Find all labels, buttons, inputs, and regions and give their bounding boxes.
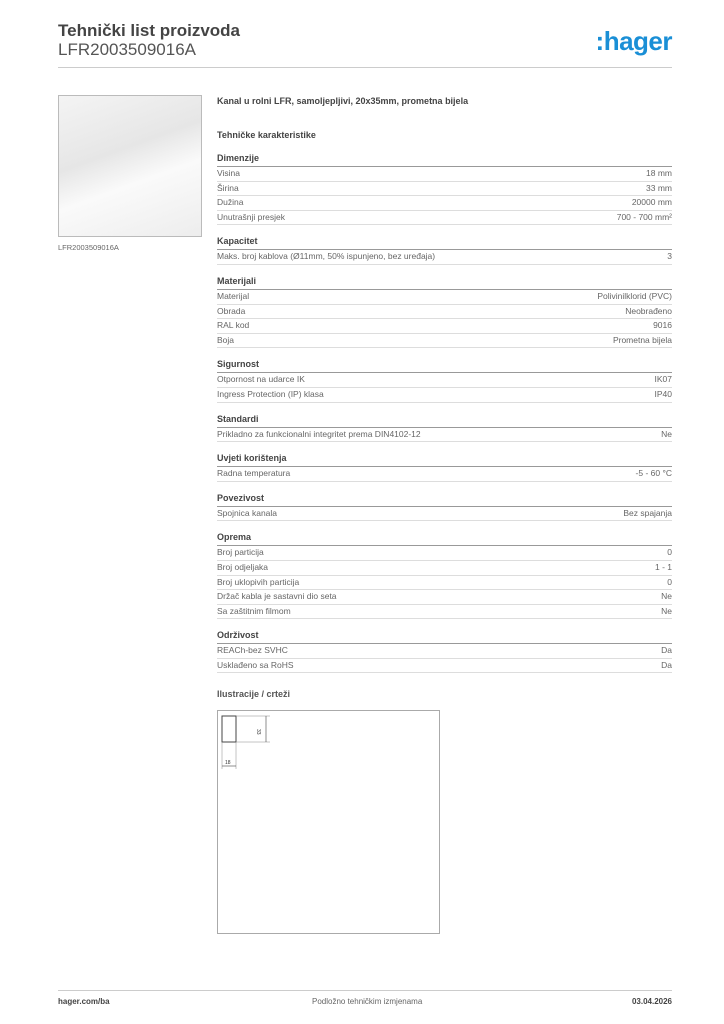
spec-row <box>217 334 672 349</box>
spec-section <box>217 359 672 402</box>
spec-label: Broj uklopivih particija <box>217 576 300 587</box>
spec-label: Držač kabla je sastavni dio seta <box>217 591 337 602</box>
spec-row <box>217 167 672 182</box>
spec-value: Ne <box>661 605 672 616</box>
spec-row <box>217 388 672 403</box>
spec-value: Ne <box>661 591 672 602</box>
spec-value: Neobrađeno <box>625 305 672 316</box>
spec-value: -5 - 60 °C <box>635 468 672 479</box>
spec-section <box>217 453 672 482</box>
spec-value: Prometna bijela <box>612 334 672 345</box>
spec-row <box>217 644 672 659</box>
spec-value: 1 - 1 <box>654 561 672 572</box>
page-title: Tehnički list proizvoda <box>58 21 240 40</box>
spec-value: 20000 mm <box>631 197 672 208</box>
spec-section <box>217 493 672 522</box>
spec-label: Obrada <box>217 305 246 316</box>
spec-section <box>217 236 672 265</box>
spec-row <box>217 250 672 265</box>
spec-section <box>217 532 672 619</box>
spec-label: Visina <box>217 168 240 178</box>
spec-row <box>217 467 672 482</box>
section-heading: Uvjeti korištenja <box>217 453 672 467</box>
footer-site-link[interactable]: hager.com/ba <box>58 997 110 1006</box>
section-heading: Održivost <box>217 630 672 644</box>
spec-label: Dužina <box>217 197 244 208</box>
spec-row <box>217 182 672 197</box>
spec-row <box>217 507 672 522</box>
spec-value: 700 - 700 mm² <box>616 211 672 222</box>
footer-note: Podložno tehničkim izmjenama <box>312 997 423 1006</box>
section-heading: Povezivost <box>217 493 672 507</box>
spec-label: Boja <box>217 334 235 345</box>
product-title: Kanal u rolni LFR, samoljepljivi, 20x35mm, prometna bijela <box>217 96 469 106</box>
spec-value: 0 <box>667 547 672 558</box>
spec-row <box>217 605 672 620</box>
footer-date: 03.04.2026 <box>631 997 672 1006</box>
spec-label: Broj particija <box>217 547 264 558</box>
spec-row <box>217 546 672 561</box>
spec-row <box>217 590 672 605</box>
image-caption: LFR2003509016A <box>58 243 119 252</box>
width-dimension: 18 <box>225 760 231 766</box>
spec-row <box>217 659 672 674</box>
spec-label: Radna temperatura <box>217 468 291 479</box>
product-image <box>58 95 202 237</box>
illustrations-heading: Ilustracije / crteži <box>217 689 291 699</box>
spec-label: REACh-bez SVHC <box>217 645 288 656</box>
spec-value: 0 <box>667 576 672 587</box>
spec-value: Da <box>661 645 672 656</box>
cross-section-drawing <box>218 711 439 933</box>
spec-label: RAL kod <box>217 320 250 331</box>
spec-row <box>217 576 672 591</box>
spec-value: Polivinilklorid (PVC) <box>597 290 672 301</box>
tech-heading: Tehničke karakteristike <box>217 130 316 140</box>
spec-row <box>217 290 672 305</box>
header-divider <box>58 67 672 68</box>
section-heading: Kapacitet <box>217 236 672 250</box>
spec-value: 33 mm <box>646 182 672 193</box>
footer-divider <box>58 990 672 991</box>
spec-label: Usklađeno sa RoHS <box>217 659 294 670</box>
spec-label: Spojnica kanala <box>217 507 278 518</box>
height-dimension: 33 <box>255 729 261 735</box>
section-heading: Standardi <box>217 414 672 428</box>
spec-label: Otpornost na udarce IK <box>217 374 305 385</box>
spec-row <box>217 428 672 443</box>
spec-label: Maks. broj kablova (Ø11mm, 50% ispunjeno, bez uređaja) <box>217 251 436 262</box>
spec-row <box>217 305 672 320</box>
spec-column <box>217 96 672 673</box>
spec-section <box>217 630 672 673</box>
spec-label: Materijal <box>217 290 250 301</box>
spec-label: Širina <box>217 182 239 193</box>
hager-logo: :hager <box>595 26 672 56</box>
spec-label: Unutrašnji presjek <box>217 211 286 222</box>
spec-row <box>217 196 672 211</box>
drawing-box <box>217 710 440 934</box>
spec-value: 18 mm <box>646 168 672 178</box>
spec-section <box>217 153 672 225</box>
spec-value: Ne <box>661 428 672 439</box>
section-heading: Sigurnost <box>217 359 672 373</box>
spec-label: Prikladno za funkcionalni integritet prema DIN4102-12 <box>217 428 421 439</box>
spec-label: Broj odjeljaka <box>217 561 269 572</box>
spec-sections <box>217 153 672 673</box>
spec-value: Bez spajanja <box>623 507 672 518</box>
spec-value: 9016 <box>653 320 672 331</box>
product-code: LFR2003509016A <box>58 40 197 59</box>
spec-value: Da <box>661 659 672 670</box>
spec-section <box>217 414 672 443</box>
spec-value: 3 <box>667 251 672 262</box>
spec-row <box>217 561 672 576</box>
spec-section <box>217 276 672 348</box>
spec-value: IP40 <box>654 388 672 399</box>
spec-value: IK07 <box>654 374 672 385</box>
spec-row <box>217 211 672 226</box>
section-heading: Oprema <box>217 532 672 546</box>
spec-row <box>217 319 672 334</box>
spec-label: Ingress Protection (IP) klasa <box>217 388 324 399</box>
spec-row <box>217 373 672 388</box>
section-heading: Dimenzije <box>217 153 672 167</box>
spec-label: Sa zaštitnim filmom <box>217 605 291 616</box>
section-heading: Materijali <box>217 276 672 290</box>
